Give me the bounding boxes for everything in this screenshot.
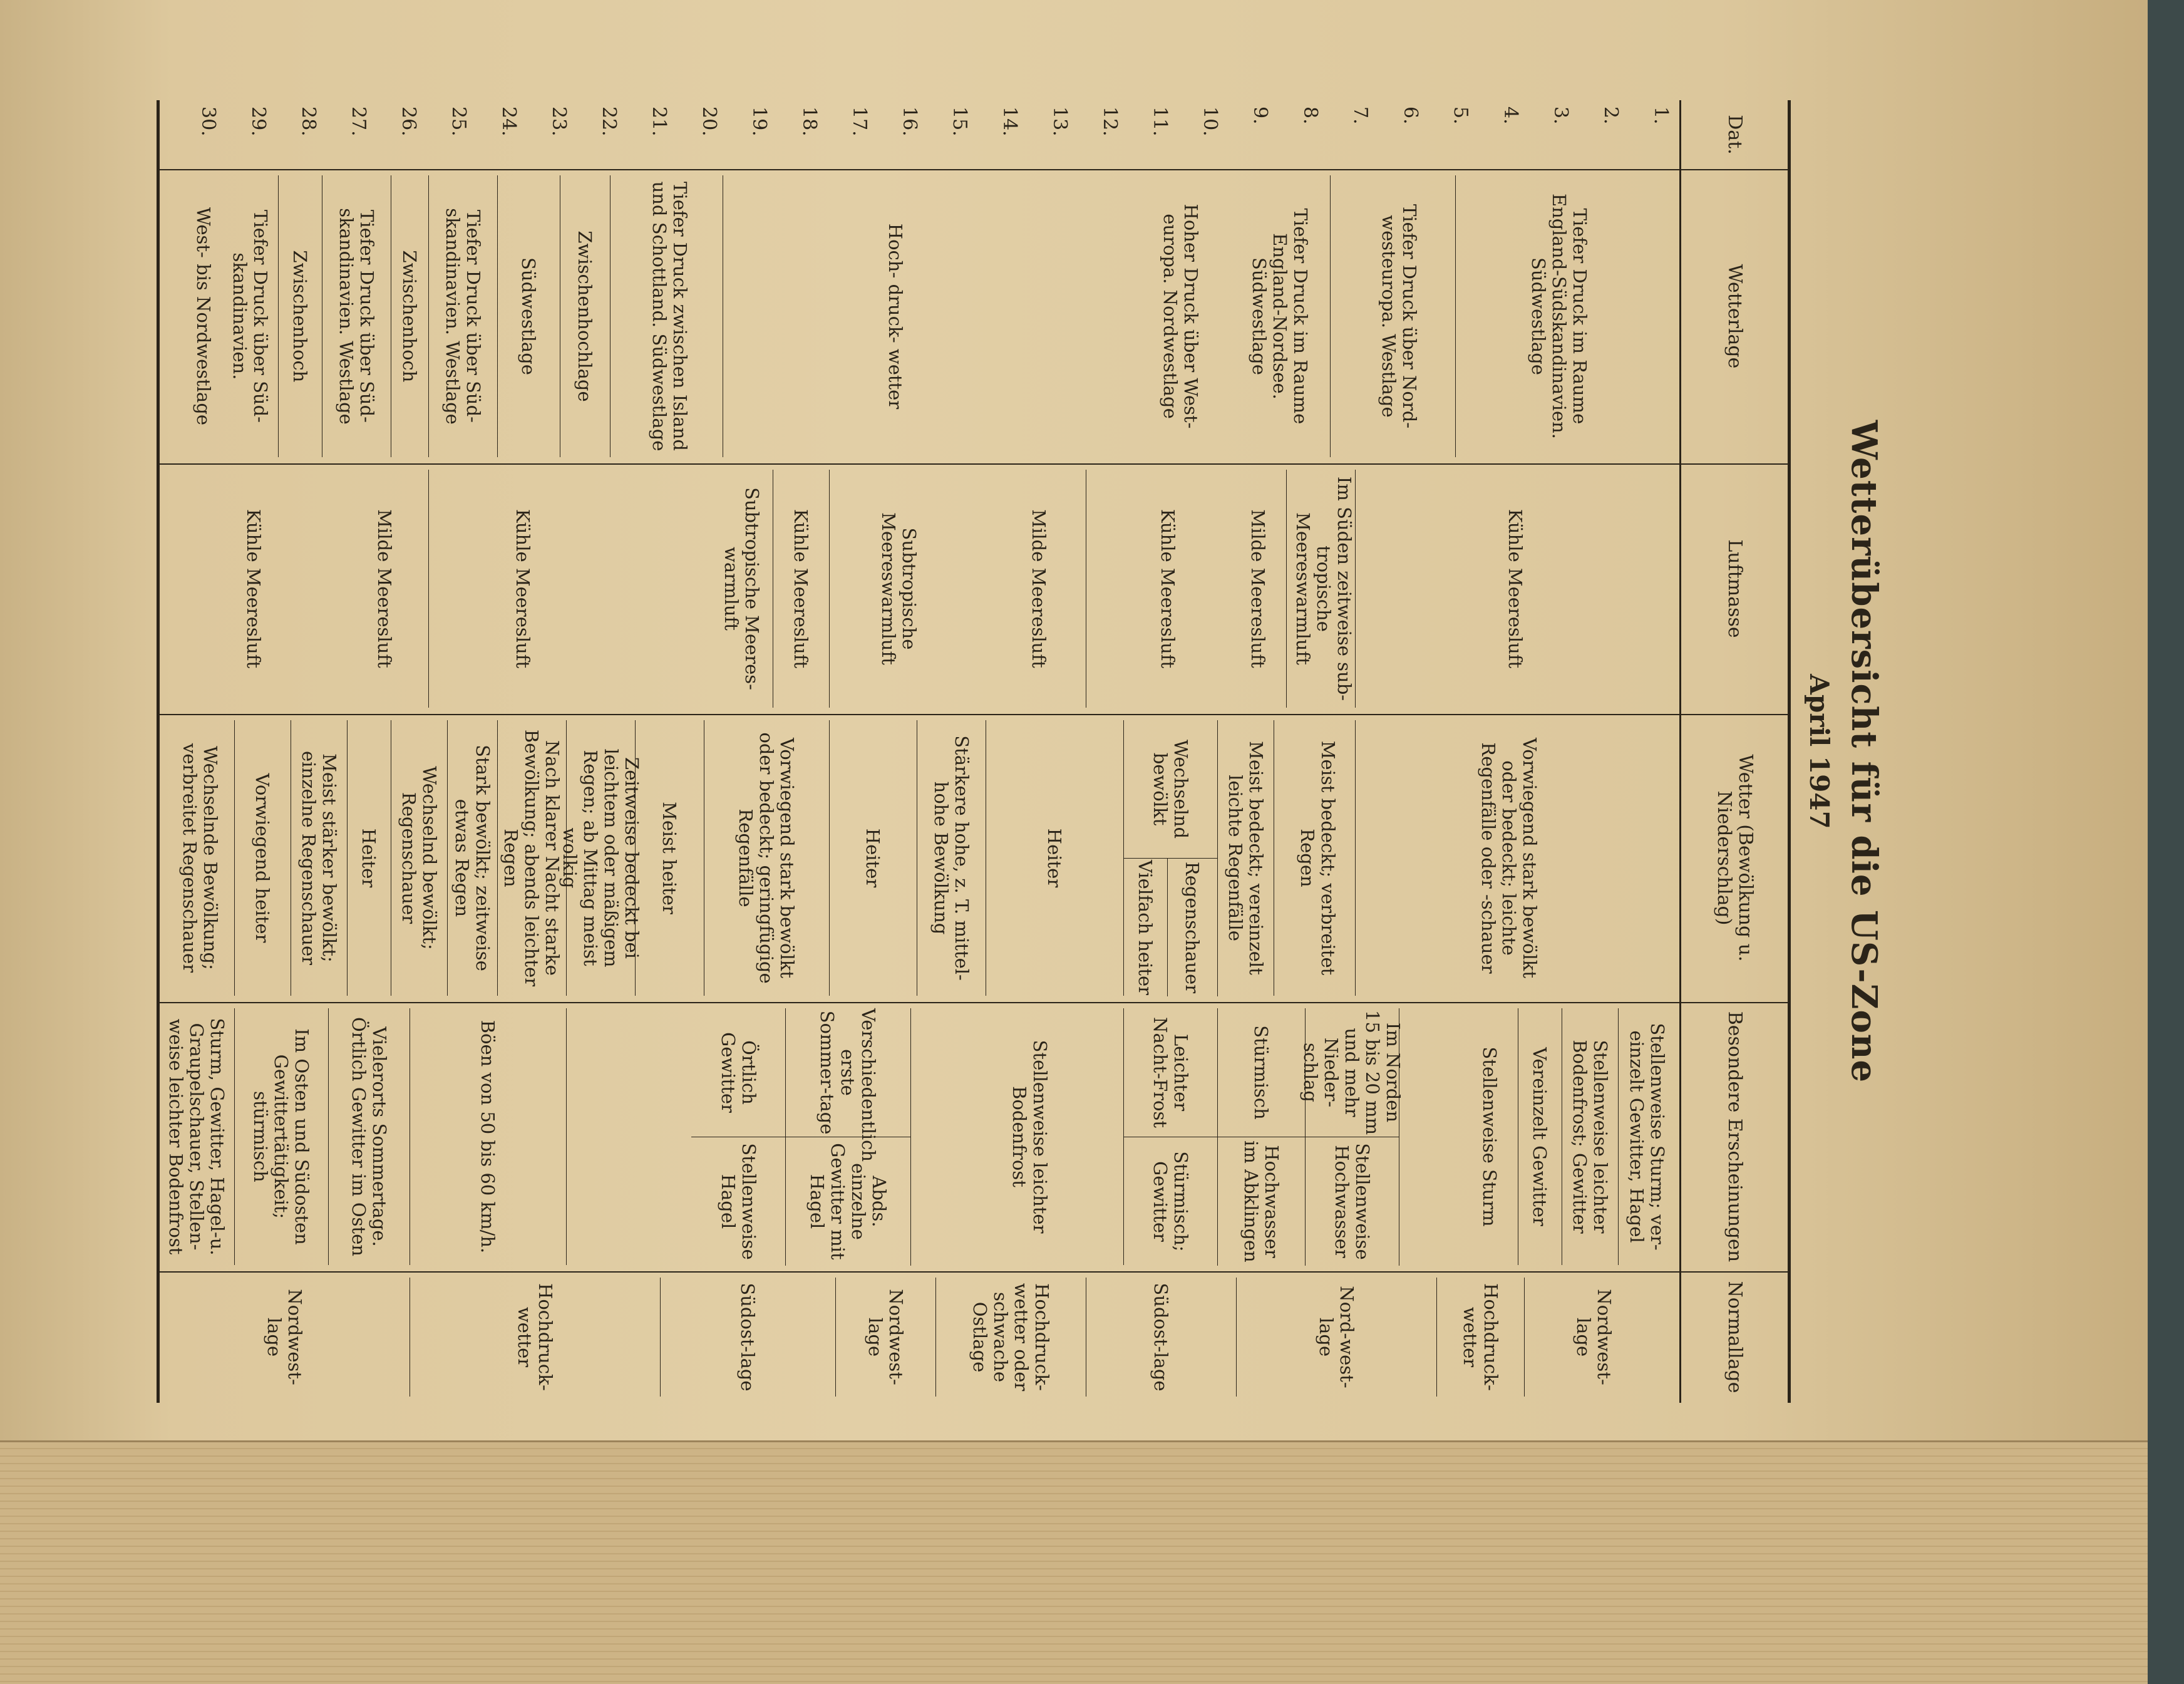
header-besondere: Besondere Erscheinungen: [1679, 1002, 1788, 1271]
luftmasse-cell: Milde Meeresluft: [1230, 470, 1287, 708]
day-number: 10.: [1199, 106, 1221, 137]
day-number: 13.: [1049, 106, 1071, 137]
day-number: 11.: [1149, 106, 1171, 137]
normallage-cell: Nordwest-lage: [1573, 1289, 1615, 1385]
wetter-cell: Nach klarer Nacht starke Bewölkung; abends leichter Regen: [497, 720, 567, 996]
besondere-cell: Stellenweise leichter Bodenfrost: [935, 1008, 1124, 1265]
wetter-cell: Wechselnd bewölkt: [1123, 720, 1218, 858]
wetter-cell: Wechselnde Bewölkung; verbreitet Regenschauer: [165, 720, 235, 996]
luftmasse-cell: Kühle Meeresluft: [773, 470, 830, 708]
wetterlage-cell: Tiefer Druck über Süd-skandinavien. Westlage: [322, 175, 391, 457]
day-number: 2.: [1600, 106, 1622, 125]
day-number: 26.: [398, 106, 420, 137]
wetter-cell: Vorwiegend stark bewölkt oder bedeckt; geringfügige Regenfälle: [704, 720, 830, 996]
wetter-cell: Heiter: [829, 720, 917, 996]
day-number: 27.: [348, 106, 369, 137]
page-title: Wetterübersicht für die US-Zone: [1843, 420, 1885, 1083]
page-edges: [0, 1440, 2148, 1684]
besondere-cell: Hochwasser im Abklingen: [1217, 1137, 1306, 1266]
day-number: 6.: [1399, 106, 1421, 125]
header-wetterlage: Wetterlage: [1679, 169, 1788, 463]
besondere-cell: Abds. einzelne Gewitter mit Hagel: [785, 1137, 911, 1266]
day-number: 20.: [698, 106, 720, 137]
column-divider: [160, 1271, 1788, 1273]
header-dat: Dat.: [1679, 100, 1788, 169]
normallage-cell: Hochdruck-wetter: [410, 1278, 661, 1397]
wetter-cell: Vorwiegend stark bewölkt oder bedeckt; leichte Regenfälle oder -schauer: [1478, 737, 1541, 979]
wetter-cell: Meist stärker bewölkt; einzelne Regenschauer: [291, 720, 348, 996]
luftmasse-cell: Kühle Meeresluft: [243, 509, 265, 669]
day-number: 4.: [1500, 106, 1522, 125]
wetter-cell: Meist bedeckt; verbreitet Regen: [1280, 720, 1356, 996]
rotated-document: [100, 100, 1903, 1403]
wetter-cell: Meist heiter: [635, 720, 704, 996]
besondere-cell: Stellenweise Sturm; ver-einzelt Gewitter, Hagel: [1626, 1023, 1668, 1251]
header-normallage: Normallage: [1679, 1271, 1788, 1403]
wetter-cell: Stark bewölkt; zeitweise etwas Regen: [447, 720, 498, 996]
day-number: 25.: [448, 106, 470, 137]
wetterlage-cell: Tiefer Druck im Raume England-Nordsee. Südwestlage: [1230, 175, 1331, 457]
day-number: 9.: [1249, 106, 1271, 125]
wetterlage-cell: West- bis Nordwestlage: [193, 207, 215, 426]
day-number: 16.: [899, 106, 920, 137]
wetterlage-cell: Tiefer Druck über Nord-westeuropa. Westlage: [1342, 175, 1456, 457]
normallage-cell: Hochdruck-wetter oder schwache Ostlage: [935, 1278, 1086, 1397]
weather-table: [157, 100, 1791, 1403]
wetter-cell: Heiter: [347, 720, 391, 996]
header-wetter: Wetter (Bewölkung u. Niederschlag): [1679, 714, 1788, 1002]
day-number: 1.: [1650, 106, 1672, 125]
normallage-cell: Nordwest-lage: [835, 1278, 936, 1397]
luftmasse-cell: Subtropische Meeres-warmluft: [710, 470, 773, 708]
besondere-cell: Stellenweise leichter Bodenfrost; Gewitter: [1562, 1008, 1619, 1265]
normallage-cell: Nordwest-lage: [159, 1278, 410, 1397]
day-number: 24.: [498, 106, 520, 137]
column-divider: [160, 1002, 1788, 1003]
luftmasse-cell: Im Süden zeitweise sub-tropische Meereswarmluft: [1292, 470, 1356, 708]
wetter-cell: Vorwiegend heiter: [234, 720, 291, 996]
normallage-cell: Südost-lage: [1086, 1278, 1237, 1397]
wetterlage-cell: Hoher Druck über West-europa. Nordwestlage: [1160, 204, 1202, 429]
day-number: 12.: [1099, 106, 1121, 137]
wetter-cell: Regenschauer: [1167, 858, 1218, 996]
day-number: 30.: [197, 106, 219, 137]
day-number: 14.: [999, 106, 1021, 137]
day-number: 23.: [548, 106, 570, 137]
column-divider: [160, 714, 1788, 715]
wetter-cell: Heiter: [986, 720, 1124, 996]
besondere-cell: Leichter Nacht-Frost: [1123, 1008, 1218, 1137]
besondere-cell: Böen von 50 bis 60 km/h.: [410, 1008, 567, 1265]
luftmasse-cell: Kühle Meeresluft: [512, 509, 534, 669]
wetterlage-cell: Tiefer Druck zwischen Island und Schottland. Südwestlage: [616, 175, 723, 457]
besondere-cell: Örtlich Gewitter: [691, 1008, 786, 1137]
day-number: 17.: [848, 106, 870, 137]
wetter-cell: Wechselnd bewölkt; Regenschauer: [391, 720, 448, 996]
luftmasse-cell: Kühle Meeresluft: [1505, 509, 1527, 669]
wetterlage-cell: Tiefer Druck über Süd-skandinavien.: [222, 175, 279, 457]
besondere-cell: Sturm, Gewitter, Hagel-u. Graupelschauer, Stellen-weise leichter Bodenfrost: [159, 1008, 235, 1265]
besondere-cell: Vielerorts Sommertage. Örtlich Gewitter im Osten: [328, 1008, 410, 1265]
day-number: 5.: [1450, 106, 1471, 125]
besondere-cell: Stellenweise Hagel: [691, 1137, 786, 1266]
besondere-cell: Stürmisch: [1217, 1008, 1306, 1137]
day-number: 3.: [1550, 106, 1572, 125]
header-luftmasse: Luftmasse: [1679, 463, 1788, 714]
luftmasse-cell: Subtropische Meereswarmluft: [878, 512, 920, 665]
besondere-cell: Stellenweise Hochwasser: [1305, 1137, 1399, 1266]
wetter-cell: Vielfach heiter: [1123, 858, 1168, 996]
besondere-cell: Vereinzelt Gewitter: [1518, 1008, 1562, 1265]
besondere-cell: Im Norden 15 bis 20 mm und mehr Nieder-schlag: [1305, 1008, 1399, 1137]
normallage-cell: Hochdruck-wetter: [1436, 1278, 1525, 1397]
day-number: 28.: [297, 106, 319, 137]
wetterlage-cell: Zwischenhoch: [278, 175, 322, 457]
book-spine: [2148, 0, 2184, 1684]
luftmasse-cell: Milde Meeresluft: [341, 470, 429, 708]
wetter-cell: Zeitweise bedeckt bei leichtem oder mäßigem Regen; ab Mittag meist wolkig: [566, 720, 636, 996]
normallage-cell: Südost-lage: [660, 1278, 836, 1397]
wetterlage-cell: Zwischenhoch: [391, 175, 429, 457]
day-number: 15.: [949, 106, 971, 137]
besondere-cell: Stürmisch; Gewitter: [1123, 1137, 1218, 1266]
besondere-cell: Im Osten und Südosten Gewittertätigkeit; stürmisch: [234, 1008, 329, 1265]
column-divider: [160, 463, 1788, 465]
luftmasse-cell: Kühle Meeresluft: [1157, 509, 1179, 669]
wetterlage-cell: Zwischenhochlage: [560, 175, 610, 457]
day-number: 19.: [748, 106, 770, 137]
day-number: 18.: [798, 106, 820, 137]
wetterlage-cell: Tiefer Druck über Süd-skandinavien. Westlage: [428, 175, 498, 457]
luftmasse-cell: Milde Meeresluft: [992, 470, 1086, 708]
besondere-cell: Stellenweise Sturm: [1461, 1008, 1518, 1265]
wetterlage-cell: Tiefer Druck im Raume England-Südskandinavien. Südwestlage: [1528, 193, 1591, 440]
besondere-cell: Verschiedentlich erste Sommer-tage: [785, 1008, 911, 1137]
page-subtitle: April 1947: [1804, 674, 1835, 829]
day-number: 29.: [247, 106, 269, 137]
day-number: 22.: [598, 106, 620, 137]
wetter-cell: Meist bedeckt; vereinzelt leichte Regenfälle: [1217, 720, 1274, 996]
wetterlage-cell: Südwestlage: [497, 175, 560, 457]
day-number: 7.: [1349, 106, 1371, 125]
wetter-cell: Stärkere hohe, z. T. mittel-hohe Bewölkung: [917, 720, 986, 996]
day-number: 8.: [1299, 106, 1321, 125]
wetterlage-cell: Hoch- druck- wetter: [885, 223, 907, 410]
normallage-cell: Nord-west-lage: [1236, 1278, 1437, 1397]
day-number: 21.: [648, 106, 670, 137]
